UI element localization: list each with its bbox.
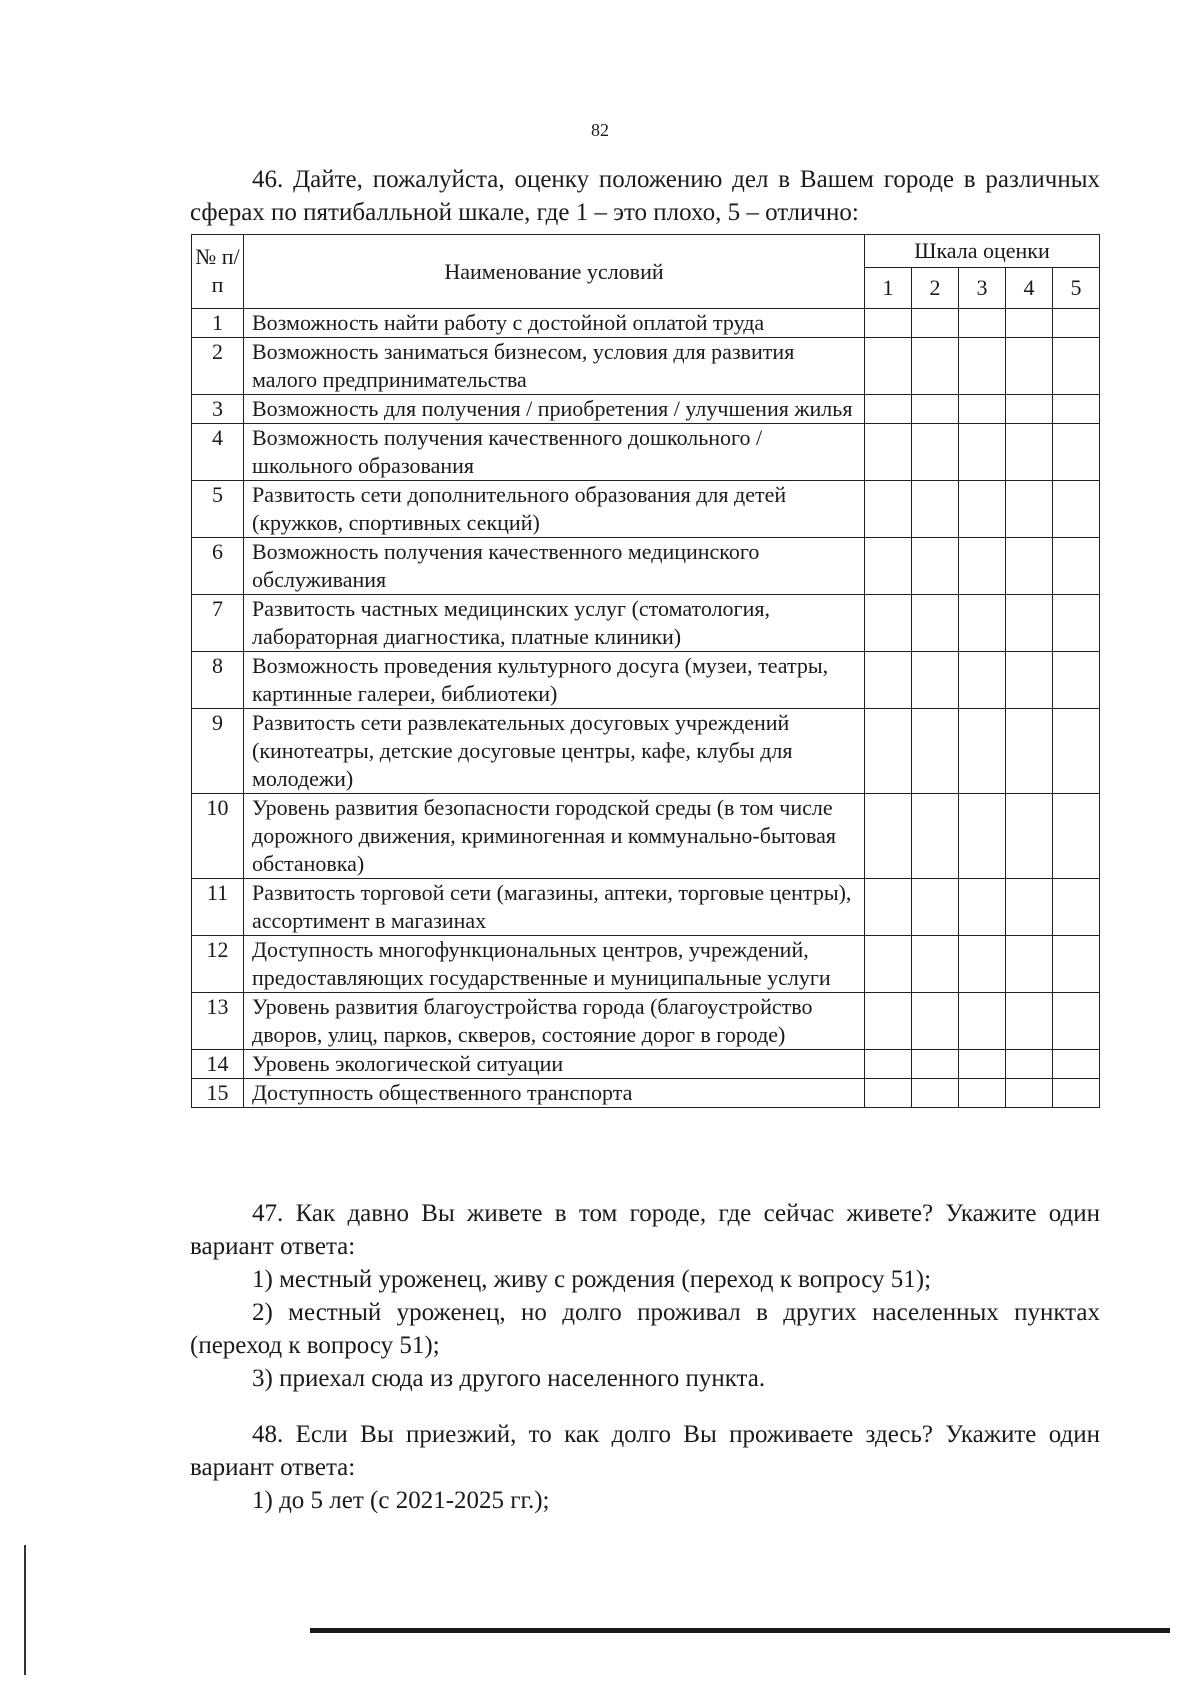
rating-cell-4[interactable]: [1006, 709, 1053, 794]
rating-cell-2[interactable]: [912, 395, 959, 424]
condition-name: Доступность многофункциональных центров, учреждений, предоставляющих государственные и муниципальные услуги: [244, 936, 865, 993]
table-row: [192, 1050, 1100, 1079]
condition-name: Уровень развития благоустройства города (благоустройство дворов, улиц, парков, скверов, состояние дорог в городе): [244, 993, 865, 1050]
rating-cell-2[interactable]: [912, 424, 959, 481]
rating-cell-1[interactable]: [865, 652, 912, 709]
rating-cell-4[interactable]: [1006, 993, 1053, 1050]
score-label: 4: [1006, 268, 1053, 309]
question-46: [190, 163, 1100, 229]
table-row: [192, 338, 1100, 395]
answer-option: 1) до 5 лет (с 2021-2025 гг.);: [252, 1487, 550, 1514]
rating-cell-3[interactable]: [959, 338, 1006, 395]
score-label: 2: [912, 268, 959, 309]
condition-name: Возможность для получения / приобретения / улучшения жилья: [244, 395, 865, 424]
row-number: 4: [192, 424, 244, 481]
row-number: 13: [192, 993, 244, 1050]
condition-name: Развитость сети развлекательных досуговых учреждений (кинотеатры, детские досуговые центры, кафе, клубы для молодежи): [244, 709, 865, 794]
row-number: 9: [192, 709, 244, 794]
question-48-text: 48. Если Вы приезжий, то как долго Вы проживаете здесь? Укажите один вариант ответа:: [190, 1421, 1100, 1481]
table-row: [192, 395, 1100, 424]
rating-cell-5[interactable]: [1053, 1079, 1100, 1108]
score-label: 5: [1053, 268, 1100, 309]
rating-cell-2[interactable]: [912, 1079, 959, 1108]
table-row: [192, 424, 1100, 481]
rating-cell-4[interactable]: [1006, 1050, 1053, 1079]
answer-option: 1) местный уроженец, живу с рождения (переход к вопросу 51);: [252, 1266, 932, 1293]
rating-cell-1[interactable]: [865, 595, 912, 652]
rating-cell-1[interactable]: [865, 1050, 912, 1079]
rating-cell-4[interactable]: [1006, 538, 1053, 595]
rating-cell-4[interactable]: [1006, 424, 1053, 481]
row-number: 11: [192, 879, 244, 936]
row-number: 1: [192, 309, 244, 338]
rating-cell-5[interactable]: [1053, 936, 1100, 993]
rating-cell-2[interactable]: [912, 794, 959, 879]
rating-cell-4[interactable]: [1006, 309, 1053, 338]
rating-cell-5[interactable]: [1053, 309, 1100, 338]
header-rating-scale: Шкала оценки: [865, 235, 1100, 268]
rating-cell-2[interactable]: [912, 309, 959, 338]
rating-cell-1[interactable]: [865, 1079, 912, 1108]
rating-cell-3[interactable]: [959, 709, 1006, 794]
rating-cell-5[interactable]: [1053, 395, 1100, 424]
score-label: 1: [865, 268, 912, 309]
condition-name: Возможность заниматься бизнесом, условия для развития малого предпринимательства: [244, 338, 865, 395]
answer-option: 3) приехал сюда из другого населенного пункта.: [252, 1365, 766, 1392]
table-row: [192, 794, 1100, 879]
table-row: [192, 538, 1100, 595]
table-row: [192, 481, 1100, 538]
rating-cell-1[interactable]: [865, 709, 912, 794]
rating-cell-4[interactable]: [1006, 395, 1053, 424]
rating-cell-3[interactable]: [959, 993, 1006, 1050]
rating-cell-2[interactable]: [912, 1050, 959, 1079]
table-row: [192, 595, 1100, 652]
rating-cell-3[interactable]: [959, 309, 1006, 338]
rating-cell-3[interactable]: [959, 481, 1006, 538]
question-47-text: 47. Как давно Вы живете в том городе, где сейчас живете? Укажите один вариант ответа:: [190, 1200, 1100, 1260]
score-label: 3: [959, 268, 1006, 309]
table-row: [192, 936, 1100, 993]
rating-cell-3[interactable]: [959, 794, 1006, 879]
rating-cell-5[interactable]: [1053, 338, 1100, 395]
rating-cell-1[interactable]: [865, 395, 912, 424]
rating-cell-3[interactable]: [959, 1050, 1006, 1079]
rating-cell-1[interactable]: [865, 481, 912, 538]
condition-name: Уровень экологической ситуации: [244, 1050, 865, 1079]
condition-name: Развитость сети дополнительного образования для детей (кружков, спортивных секций): [244, 481, 865, 538]
rating-cell-5[interactable]: [1053, 709, 1100, 794]
header-condition-name: Наименование условий: [244, 235, 865, 309]
question-48: [190, 1418, 1100, 1517]
rating-cell-2[interactable]: [912, 595, 959, 652]
condition-name: Развитость частных медицинских услуг (стоматология, лабораторная диагностика, платные клиники): [244, 595, 865, 652]
rating-cell-1[interactable]: [865, 879, 912, 936]
header-number: № п/п: [192, 235, 244, 309]
rating-cell-1[interactable]: [865, 794, 912, 879]
rating-cell-5[interactable]: [1053, 595, 1100, 652]
table-row: [192, 993, 1100, 1050]
rating-cell-2[interactable]: [912, 538, 959, 595]
rating-cell-5[interactable]: [1053, 652, 1100, 709]
rating-cell-3[interactable]: [959, 538, 1006, 595]
rating-cell-3[interactable]: [959, 936, 1006, 993]
rating-cell-5[interactable]: [1053, 424, 1100, 481]
row-number: 10: [192, 794, 244, 879]
rating-cell-5[interactable]: [1053, 1050, 1100, 1079]
table-row: [192, 652, 1100, 709]
condition-name: Доступность общественного транспорта: [244, 1079, 865, 1108]
footer-rule: [310, 1628, 1170, 1633]
row-number: 2: [192, 338, 244, 395]
row-number: 14: [192, 1050, 244, 1079]
row-number: 12: [192, 936, 244, 993]
condition-name: Возможность проведения культурного досуга (музеи, театры, картинные галереи, библиотеки): [244, 652, 865, 709]
rating-cell-1[interactable]: [865, 538, 912, 595]
row-number: 7: [192, 595, 244, 652]
rating-cell-2[interactable]: [912, 338, 959, 395]
rating-cell-5[interactable]: [1053, 993, 1100, 1050]
question-46-text: 46. Дайте, пожалуйста, оценку положению дел в Вашем городе в различных сферах по пятибалльной шкале, где 1 – это плохо, 5 – отлично:: [190, 166, 1100, 226]
rating-cell-5[interactable]: [1053, 794, 1100, 879]
rating-cell-1[interactable]: [865, 936, 912, 993]
rating-cell-4[interactable]: [1006, 595, 1053, 652]
rating-cell-2[interactable]: [912, 652, 959, 709]
rating-cell-5[interactable]: [1053, 538, 1100, 595]
rating-cell-3[interactable]: [959, 395, 1006, 424]
rating-cell-5[interactable]: [1053, 481, 1100, 538]
rating-cell-2[interactable]: [912, 709, 959, 794]
rating-cell-1[interactable]: [865, 424, 912, 481]
rating-cell-3[interactable]: [959, 595, 1006, 652]
rating-cell-2[interactable]: [912, 936, 959, 993]
rating-cell-5[interactable]: [1053, 879, 1100, 936]
rating-cell-2[interactable]: [912, 993, 959, 1050]
condition-name: Возможность получения качественного медицинского обслуживания: [244, 538, 865, 595]
rating-cell-2[interactable]: [912, 879, 959, 936]
rating-cell-1[interactable]: [865, 309, 912, 338]
row-number: 8: [192, 652, 244, 709]
page-number: 82: [591, 120, 609, 140]
row-number: 5: [192, 481, 244, 538]
rating-cell-3[interactable]: [959, 1079, 1006, 1108]
rating-cell-2[interactable]: [912, 481, 959, 538]
rating-cell-4[interactable]: [1006, 936, 1053, 993]
question-47: [190, 1197, 1100, 1395]
condition-name: Уровень развития безопасности городской среды (в том числе дорожного движения, криминогенная и коммунально-бытовая обстановка): [244, 794, 865, 879]
rating-cell-1[interactable]: [865, 338, 912, 395]
table-row: [192, 709, 1100, 794]
rating-cell-3[interactable]: [959, 879, 1006, 936]
rating-cell-4[interactable]: [1006, 481, 1053, 538]
row-number: 3: [192, 395, 244, 424]
condition-name: Возможность получения качественного дошкольного / школьного образования: [244, 424, 865, 481]
rating-cell-4[interactable]: [1006, 879, 1053, 936]
table-row: [192, 309, 1100, 338]
answer-option: 2) местный уроженец, но долго проживал в других населенных пунктах (переход к вопросу 51);: [190, 1299, 1100, 1359]
rating-cell-4[interactable]: [1006, 338, 1053, 395]
rating-cell-4[interactable]: [1006, 652, 1053, 709]
scan-margin-line: [24, 1545, 26, 1675]
table-row: [192, 1079, 1100, 1108]
rating-cell-3[interactable]: [959, 652, 1006, 709]
condition-name: Возможность найти работу с достойной оплатой труда: [244, 309, 865, 338]
table-row: [192, 879, 1100, 936]
row-number: 6: [192, 538, 244, 595]
rating-cell-3[interactable]: [959, 424, 1006, 481]
rating-table: [191, 234, 1100, 1108]
rating-cell-4[interactable]: [1006, 1079, 1053, 1108]
rating-cell-1[interactable]: [865, 993, 912, 1050]
condition-name: Развитость торговой сети (магазины, аптеки, торговые центры), ассортимент в магазинах: [244, 879, 865, 936]
rating-cell-4[interactable]: [1006, 794, 1053, 879]
row-number: 15: [192, 1079, 244, 1108]
